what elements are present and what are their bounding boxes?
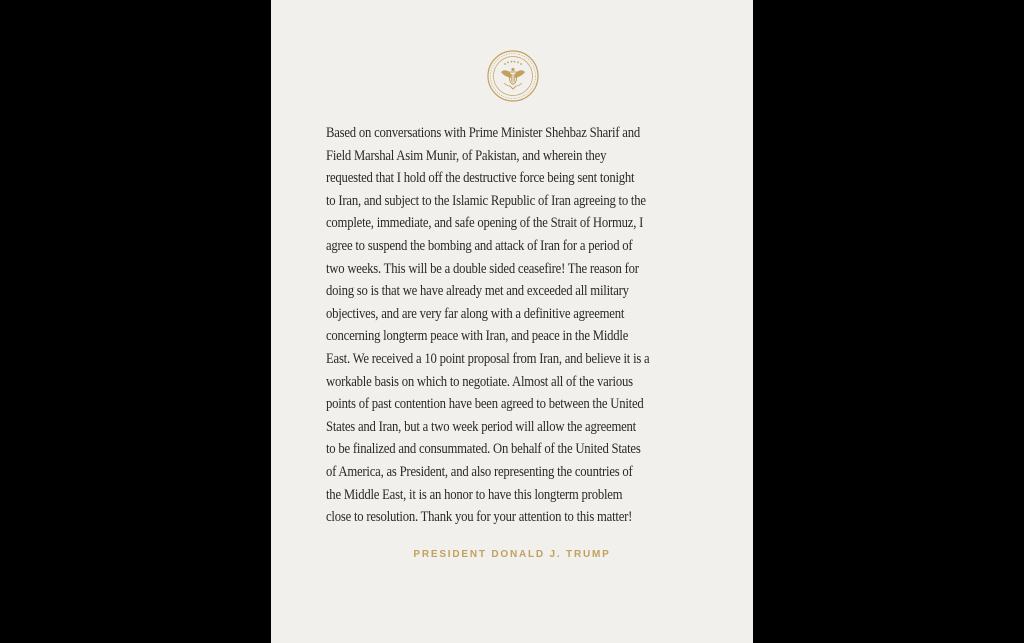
statement-line: East. We received a 10 point proposal from Iran, and believe it is a [326, 350, 650, 367]
statement-line: agree to suspend the bombing and attack of Iran for a period of [326, 237, 633, 254]
presidential-seal-icon [487, 50, 539, 102]
statement-line: points of past contention have been agreed to between the United [326, 396, 644, 413]
statement-line: of America, as President, and also representing the countries of [326, 463, 633, 480]
statement-line: two weeks. This will be a double sided ceasefire! The reason for [326, 260, 639, 277]
statement-line: Field Marshal Asim Munir, of Pakistan, and wherein they [326, 147, 607, 164]
statement-line: to be finalized and consummated. On behalf of the United States [326, 441, 641, 458]
statement-line: doing so is that we have already met and exceeded all military [326, 283, 629, 300]
statement-line: objectives, and are very far along with a definitive agreement [326, 305, 625, 322]
statement-line: Based on conversations with Prime Minister Shehbaz Sharif and [326, 125, 640, 141]
signature: PRESIDENT DONALD J. TRUMP [413, 549, 611, 560]
statement-line: requested that I hold off the destructive force being sent tonight [326, 170, 635, 187]
statement-line: States and Iran, but a two week period will allow the agreement [326, 418, 636, 435]
statement-page [271, 0, 753, 643]
statement-text [326, 122, 706, 529]
statement-line: concerning longterm peace with Iran, and peace in the Middle [326, 328, 629, 345]
statement-line: complete, immediate, and safe opening of the Strait of Hormuz, I [326, 215, 644, 232]
statement-line: the Middle East, it is an honor to have this longterm problem [326, 486, 623, 503]
statement-line: workable basis on which to negotiate. Almost all of the various [326, 373, 633, 390]
statement-line: close to resolution. Thank you for your attention to this matter! [326, 509, 633, 526]
statement-line: to Iran, and subject to the Islamic Republic of Iran agreeing to the [326, 192, 646, 209]
